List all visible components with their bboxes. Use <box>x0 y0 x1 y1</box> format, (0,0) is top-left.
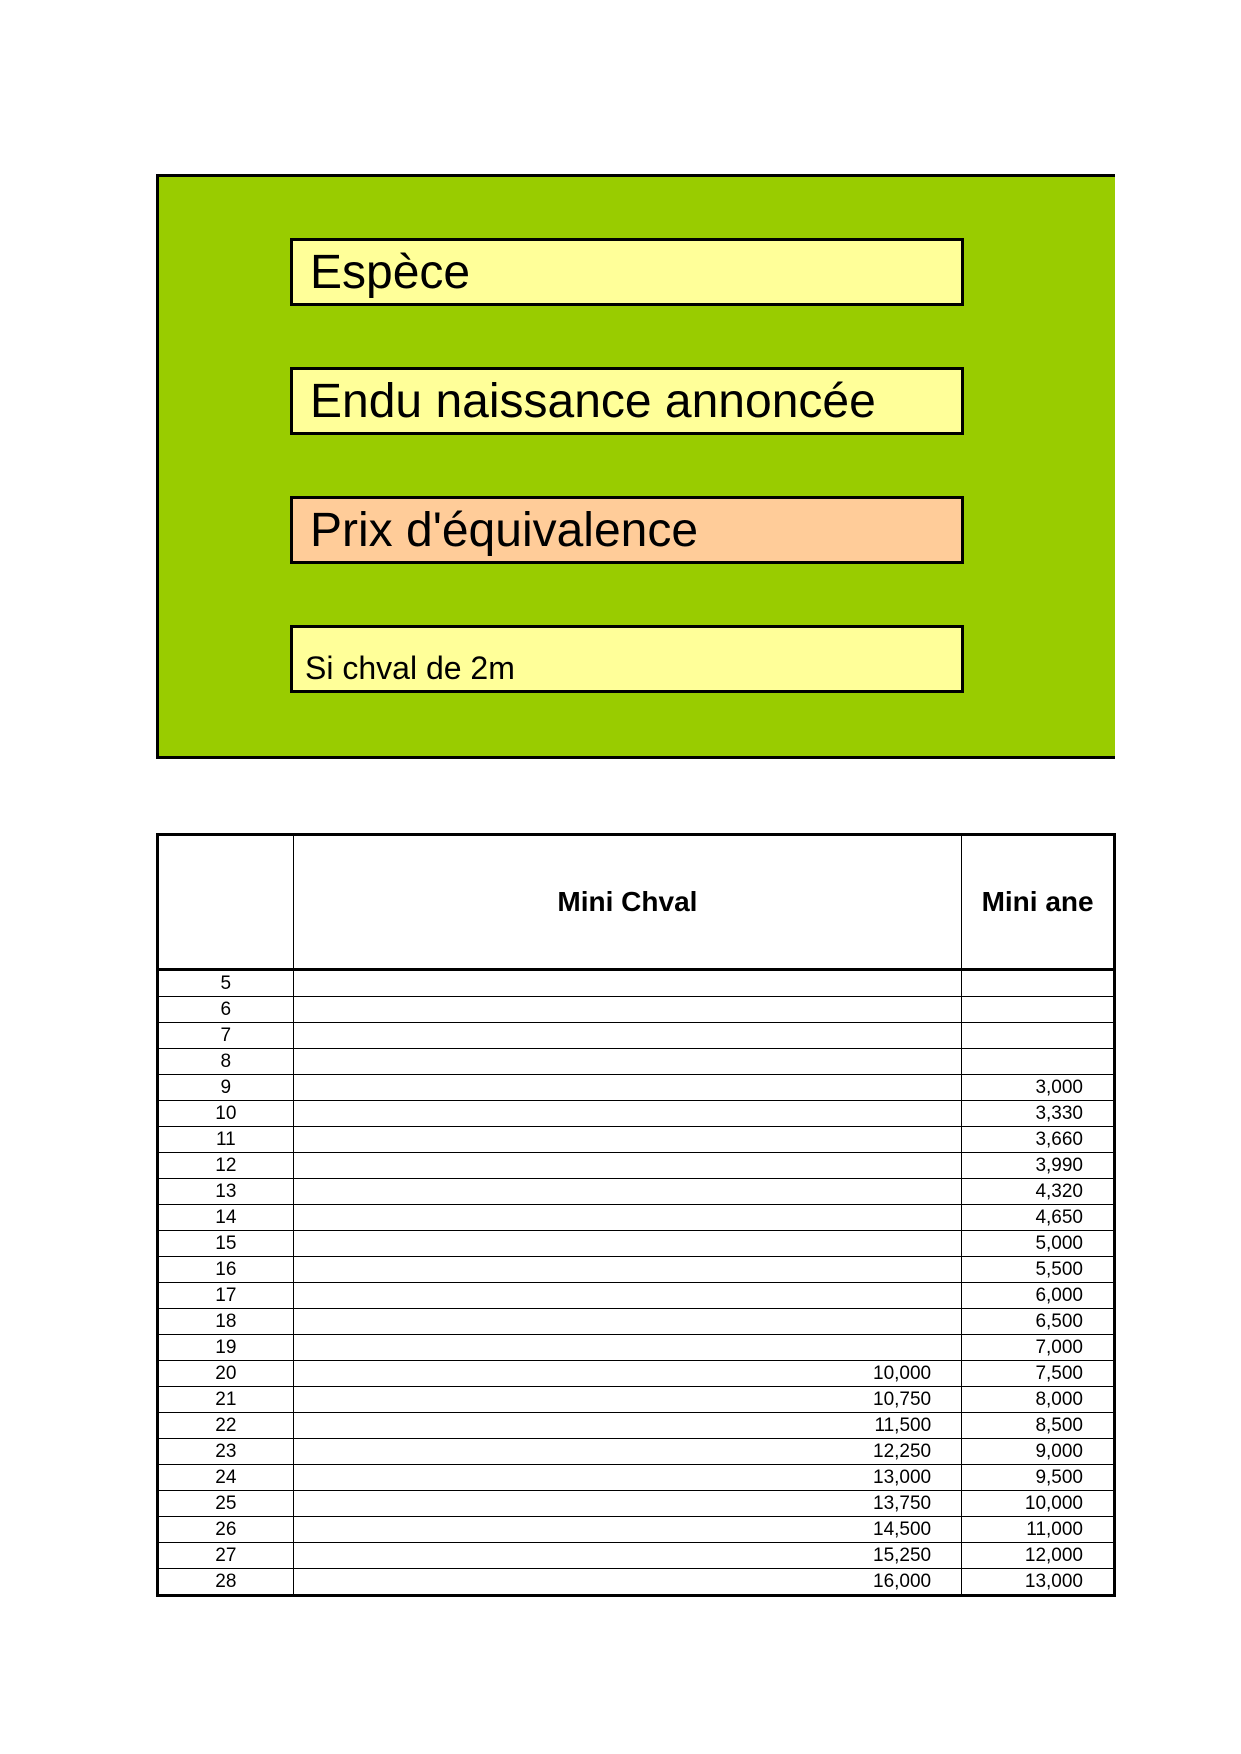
table-row <box>158 1257 1115 1283</box>
table-row <box>158 1439 1115 1465</box>
row-number[interactable]: 10 <box>158 1101 294 1127</box>
birth-label: Endu naissance annoncée <box>310 375 876 428</box>
mini-chval-cell[interactable] <box>293 1075 961 1101</box>
table-row <box>158 1049 1115 1075</box>
mini-ane-cell[interactable]: 9,500 <box>962 1465 1115 1491</box>
mini-ane-cell[interactable]: 11,000 <box>962 1517 1115 1543</box>
mini-chval-cell[interactable]: 11,500 <box>293 1413 961 1439</box>
table-row <box>158 1127 1115 1153</box>
mini-chval-cell[interactable] <box>293 970 961 997</box>
row-number[interactable]: 9 <box>158 1075 294 1101</box>
row-number[interactable]: 20 <box>158 1361 294 1387</box>
row-number[interactable]: 18 <box>158 1309 294 1335</box>
row-number[interactable]: 26 <box>158 1517 294 1543</box>
note-text: Si chval de 2m <box>305 650 515 686</box>
table-row <box>158 1179 1115 1205</box>
table-row <box>158 1023 1115 1049</box>
table-row <box>158 1387 1115 1413</box>
mini-chval-cell[interactable] <box>293 1153 961 1179</box>
mini-chval-cell[interactable]: 13,000 <box>293 1465 961 1491</box>
mini-chval-cell[interactable] <box>293 997 961 1023</box>
mini-chval-cell[interactable]: 16,000 <box>293 1569 961 1596</box>
row-number[interactable]: 28 <box>158 1569 294 1596</box>
species-label: Espèce <box>310 246 471 299</box>
mini-ane-cell[interactable]: 3,000 <box>962 1075 1115 1101</box>
mini-ane-cell[interactable] <box>962 1023 1115 1049</box>
mini-ane-cell[interactable] <box>962 997 1115 1023</box>
table-row <box>158 1283 1115 1309</box>
mini-ane-cell[interactable]: 5,500 <box>962 1257 1115 1283</box>
mini-chval-cell[interactable] <box>293 1205 961 1231</box>
mini-chval-cell[interactable]: 13,750 <box>293 1491 961 1517</box>
row-number[interactable]: 22 <box>158 1413 294 1439</box>
mini-ane-cell[interactable]: 3,660 <box>962 1127 1115 1153</box>
mini-ane-cell[interactable]: 10,000 <box>962 1491 1115 1517</box>
row-number[interactable]: 21 <box>158 1387 294 1413</box>
mini-ane-cell[interactable]: 5,000 <box>962 1231 1115 1257</box>
table-row <box>158 1205 1115 1231</box>
mini-chval-cell[interactable]: 15,250 <box>293 1543 961 1569</box>
mini-ane-cell[interactable]: 7,000 <box>962 1335 1115 1361</box>
header-mini-ane: Mini ane <box>962 835 1115 970</box>
note-field[interactable] <box>290 625 964 693</box>
mini-chval-cell[interactable] <box>293 1309 961 1335</box>
row-number[interactable]: 16 <box>158 1257 294 1283</box>
mini-ane-cell[interactable]: 13,000 <box>962 1569 1115 1596</box>
table-row <box>158 1101 1115 1127</box>
header-mini-chval: Mini Chval <box>293 835 961 970</box>
row-number[interactable]: 12 <box>158 1153 294 1179</box>
mini-chval-cell[interactable] <box>293 1101 961 1127</box>
row-number[interactable]: 24 <box>158 1465 294 1491</box>
mini-chval-cell[interactable] <box>293 1023 961 1049</box>
price-table <box>156 833 1116 1597</box>
row-number[interactable]: 7 <box>158 1023 294 1049</box>
table-row <box>158 1361 1115 1387</box>
price-label: Prix d'équivalence <box>310 504 699 557</box>
species-field[interactable] <box>290 238 964 306</box>
row-number[interactable]: 14 <box>158 1205 294 1231</box>
price-field[interactable] <box>290 496 964 564</box>
table-row <box>158 1491 1115 1517</box>
mini-chval-cell[interactable]: 10,000 <box>293 1361 961 1387</box>
mini-chval-cell[interactable]: 12,250 <box>293 1439 961 1465</box>
table-row <box>158 1413 1115 1439</box>
row-number[interactable]: 15 <box>158 1231 294 1257</box>
mini-ane-cell[interactable]: 6,000 <box>962 1283 1115 1309</box>
table-row <box>158 1569 1115 1596</box>
row-number[interactable]: 13 <box>158 1179 294 1205</box>
mini-ane-cell[interactable] <box>962 1049 1115 1075</box>
row-number[interactable]: 17 <box>158 1283 294 1309</box>
mini-chval-cell[interactable] <box>293 1049 961 1075</box>
row-number[interactable]: 25 <box>158 1491 294 1517</box>
mini-ane-cell[interactable]: 3,330 <box>962 1101 1115 1127</box>
table-row <box>158 1465 1115 1491</box>
mini-chval-cell[interactable] <box>293 1231 961 1257</box>
mini-ane-cell[interactable]: 6,500 <box>962 1309 1115 1335</box>
mini-chval-cell[interactable] <box>293 1257 961 1283</box>
table-row <box>158 997 1115 1023</box>
mini-ane-cell[interactable]: 8,500 <box>962 1413 1115 1439</box>
row-number[interactable]: 19 <box>158 1335 294 1361</box>
mini-chval-cell[interactable] <box>293 1335 961 1361</box>
mini-ane-cell[interactable]: 4,650 <box>962 1205 1115 1231</box>
mini-ane-cell[interactable]: 9,000 <box>962 1439 1115 1465</box>
mini-ane-cell[interactable]: 4,320 <box>962 1179 1115 1205</box>
mini-chval-cell[interactable] <box>293 1179 961 1205</box>
table-row <box>158 1335 1115 1361</box>
mini-ane-cell[interactable]: 3,990 <box>962 1153 1115 1179</box>
row-number[interactable]: 11 <box>158 1127 294 1153</box>
birth-field[interactable] <box>290 367 964 435</box>
header-empty <box>158 835 294 970</box>
mini-ane-cell[interactable]: 8,000 <box>962 1387 1115 1413</box>
table-row <box>158 1231 1115 1257</box>
row-number[interactable]: 6 <box>158 997 294 1023</box>
mini-chval-cell[interactable] <box>293 1127 961 1153</box>
mini-chval-cell[interactable]: 14,500 <box>293 1517 961 1543</box>
mini-ane-cell[interactable]: 7,500 <box>962 1361 1115 1387</box>
mini-chval-cell[interactable] <box>293 1283 961 1309</box>
table-row <box>158 970 1115 997</box>
row-number[interactable]: 27 <box>158 1543 294 1569</box>
row-number[interactable]: 5 <box>158 970 294 997</box>
row-number[interactable]: 8 <box>158 1049 294 1075</box>
mini-ane-cell[interactable]: 12,000 <box>962 1543 1115 1569</box>
table-row <box>158 1075 1115 1101</box>
table-row <box>158 1309 1115 1335</box>
table-row <box>158 1543 1115 1569</box>
table-row <box>158 1153 1115 1179</box>
row-number[interactable]: 23 <box>158 1439 294 1465</box>
table-row <box>158 1517 1115 1543</box>
mini-chval-cell[interactable]: 10,750 <box>293 1387 961 1413</box>
mini-ane-cell[interactable] <box>962 970 1115 997</box>
